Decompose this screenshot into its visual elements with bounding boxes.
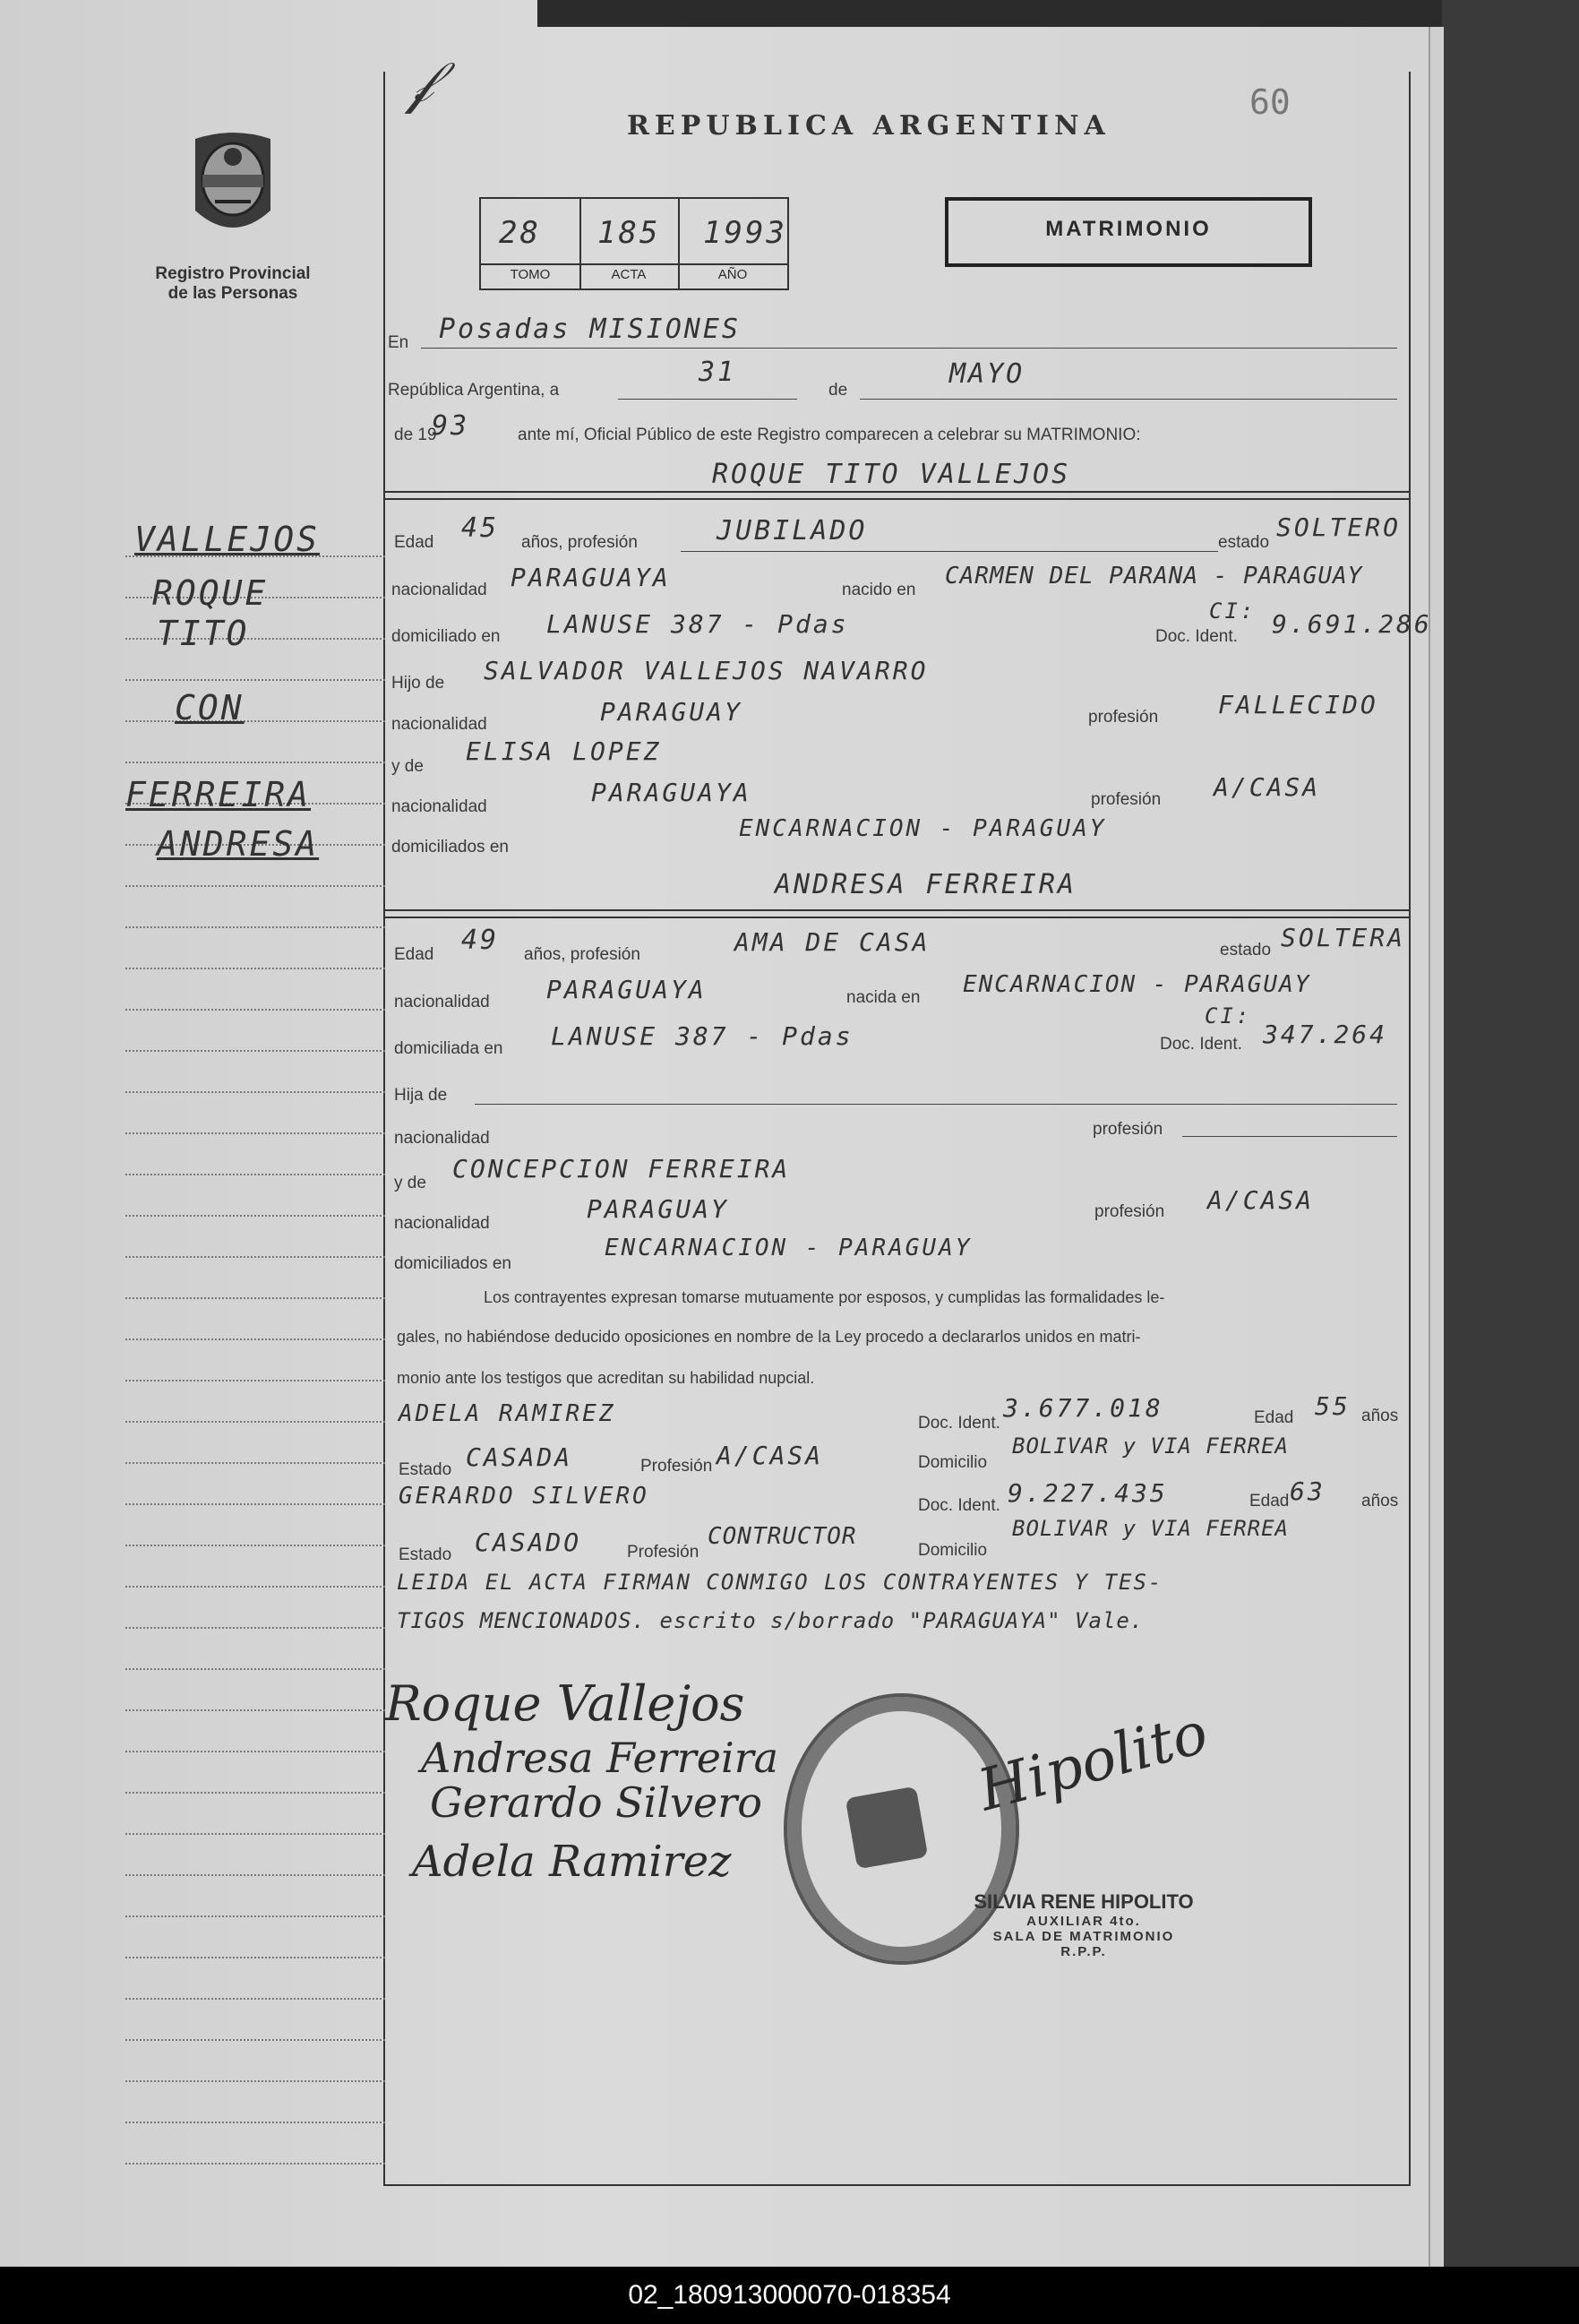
margin-rule-line — [125, 1091, 385, 1093]
bride-nacida: ENCARNACION - PARAGUAY — [963, 971, 1311, 998]
bride-madre: CONCEPCION FERREIRA — [452, 1154, 791, 1184]
bride-edad: 49 — [461, 925, 500, 956]
groom-dom-label: domiciliado en — [391, 627, 501, 646]
margin-rule-line — [125, 1874, 385, 1876]
groom-domicilio: LANUSE 387 - Pdas — [546, 609, 849, 639]
republica-label: República Argentina, a — [388, 381, 560, 400]
witness1-prof: A/CASA — [717, 1441, 824, 1470]
closing-line2: TIGOS MENCIONADOS. escrito s/borrado "PARAGUAYA" Vale. — [397, 1608, 1145, 1633]
witness1-prof-label: Profesión — [640, 1457, 713, 1476]
witness2-edad-label: Edad — [1249, 1492, 1290, 1511]
groom-nacido: CARMEN DEL PARANA - PARAGUAY — [945, 563, 1363, 590]
witness2-anos-label: años — [1361, 1492, 1399, 1511]
groom-doc: 9.691.286 — [1272, 609, 1432, 639]
margin-surname2: FERREIRA — [125, 775, 312, 814]
groom-doc-prefix: CI: — [1209, 598, 1257, 624]
en-value: Posadas MISIONES — [439, 314, 741, 345]
signature-bride: Andresa Ferreira — [421, 1734, 779, 1782]
witness1-anos-label: años — [1361, 1407, 1399, 1425]
margin-rule-line — [125, 1380, 385, 1381]
official-signature: Hipolito — [971, 1700, 1215, 1825]
margin-rule-line — [125, 1957, 385, 1958]
margin-rule-line — [125, 720, 385, 722]
margin-rule-line — [125, 1998, 385, 2000]
margin-rule-line — [125, 1545, 385, 1546]
margin-rule-line — [125, 1297, 385, 1299]
scan-background — [537, 0, 1442, 27]
signature-groom: Roque Vallejos — [385, 1675, 745, 1732]
margin-rule-line — [125, 1503, 385, 1505]
margin-rule-line — [125, 2080, 385, 2082]
doc-type-label: MATRIMONIO — [1045, 217, 1212, 241]
margin-rule-line — [125, 1668, 385, 1670]
bride-madre-prof: A/CASA — [1207, 1185, 1315, 1215]
bride-padre-prof-label: profesión — [1093, 1120, 1163, 1139]
groom-nac-label: nacionalidad — [391, 581, 487, 599]
margin-rule-line — [125, 1256, 385, 1258]
margin-rule-line — [125, 968, 385, 969]
month-value: MAYO — [949, 358, 1025, 390]
groom-yde-label: y de — [391, 757, 424, 776]
groom-doms-label: domiciliados en — [391, 838, 509, 856]
witness2-doc: 9.227.435 — [1008, 1478, 1168, 1508]
body-line1: Los contrayentes expresan tomarse mutuamente por esposos, y cumplidas las formalidades le- — [484, 1288, 1165, 1306]
bride-estado: SOLTERA — [1281, 923, 1406, 952]
groom-estado: SOLTERO — [1276, 512, 1402, 542]
margin-rule-line — [125, 926, 385, 928]
page-number: 60 — [1249, 82, 1291, 122]
margin-surname: VALLEJOS — [134, 520, 321, 559]
official-name: SILVIA RENE HIPOLITO — [974, 1890, 1194, 1913]
margin-rule-line — [125, 2122, 385, 2123]
bottom-frame — [383, 2184, 1410, 2186]
margin-rule-line — [125, 1462, 385, 1464]
margin-rule-line — [125, 1009, 385, 1011]
groom-nacido-label: nacido en — [842, 581, 916, 599]
closing-line1: LEIDA EL ACTA FIRMAN CONMIGO LOS CONTRAYENTES Y TES- — [397, 1570, 1163, 1595]
witness1-edad: 55 — [1315, 1391, 1351, 1421]
seal-center-mark — [845, 1786, 929, 1870]
witness1-name: ADELA RAMIREZ — [399, 1400, 616, 1427]
margin-con: CON — [175, 688, 245, 727]
margin-rule-line — [125, 1751, 385, 1752]
groom-padre-prof: FALLECIDO — [1218, 690, 1378, 719]
groom-madre-nac-label: nacionalidad — [391, 797, 487, 816]
bride-doms-label: domiciliados en — [394, 1254, 511, 1273]
witness2-edad: 63 — [1290, 1476, 1326, 1506]
bride-anos-prof-label: años, profesión — [524, 945, 640, 964]
witness1-doc-label: Doc. Ident. — [918, 1414, 1000, 1433]
bride-profesion: AMA DE CASA — [734, 927, 931, 957]
witness2-domic-label: Domicilio — [918, 1541, 988, 1560]
groom-madre: ELISA LOPEZ — [466, 736, 662, 766]
witness1-domic-label: Domicilio — [918, 1453, 988, 1472]
registry-name-line2: de las Personas — [167, 284, 298, 303]
margin-name3: ANDRESA — [157, 824, 320, 864]
bride-hija-label: Hija de — [394, 1086, 448, 1105]
right-frame — [1409, 72, 1411, 2186]
de-label: de — [828, 381, 848, 400]
bride-yde-label: y de — [394, 1174, 426, 1192]
country-title: REPUBLICA ARGENTINA — [627, 110, 1111, 142]
bride-domicilio: LANUSE 387 - Pdas — [551, 1021, 854, 1051]
year-prefix: de 19 — [394, 426, 437, 444]
groom-madre-prof-label: profesión — [1091, 790, 1162, 809]
margin-rule-line — [125, 1132, 385, 1134]
bride-padres-dom: ENCARNACION - PARAGUAY — [605, 1235, 973, 1261]
groom-padre-nac-label: nacionalidad — [391, 715, 487, 734]
margin-rule-line — [125, 1792, 385, 1794]
official-role1: AUXILIAR 4to. — [1026, 1914, 1141, 1929]
body-line3: monio ante los testigos que acreditan su habilidad nupcial. — [397, 1369, 815, 1387]
bride-madre-nac-label: nacionalidad — [394, 1214, 490, 1233]
bride-madre-prof-label: profesión — [1094, 1202, 1165, 1221]
groom-padre-nac: PARAGUAY — [600, 697, 742, 727]
bride-edad-label: Edad — [394, 945, 434, 964]
ano-label: AÑO — [717, 267, 748, 282]
body-line2: gales, no habiéndose deducido oposiciones en nombre de la Ley procedo a declararlos unidos en matri- — [397, 1328, 1141, 1346]
groom-hijo-label: Hijo de — [391, 674, 445, 693]
bride-doc-label: Doc. Ident. — [1160, 1035, 1242, 1054]
bride-padre-nac-label: nacionalidad — [394, 1129, 490, 1148]
groom-anos-prof-label: años, profesión — [521, 533, 638, 552]
margin-rule-line — [125, 1050, 385, 1052]
groom-edad: 45 — [461, 512, 500, 544]
margin-divider — [383, 72, 385, 2186]
bride-madre-nac: PARAGUAY — [587, 1194, 729, 1224]
bride-doc-prefix: CI: — [1205, 1003, 1252, 1029]
witness1-dom: BOLIVAR y VIA FERREA — [1012, 1433, 1289, 1459]
groom-heading-name: ROQUE TITO VALLEJOS — [712, 459, 1071, 490]
record-number-box — [479, 197, 789, 290]
page-edge — [1429, 27, 1444, 2267]
witness2-doc-label: Doc. Ident. — [918, 1496, 1000, 1515]
margin-rule-line — [125, 1627, 385, 1629]
year-value: 93 — [432, 410, 470, 442]
tomo-value: 28 — [499, 215, 541, 251]
bride-doc: 347.264 — [1263, 1020, 1388, 1049]
margin-rule-line — [125, 762, 385, 763]
tomo-label: TOMO — [510, 267, 551, 282]
bride-dom-label: domiciliada en — [394, 1039, 503, 1058]
groom-edad-label: Edad — [394, 533, 434, 552]
groom-padre: SALVADOR VALLEJOS NAVARRO — [484, 656, 929, 685]
margin-rule-line — [125, 1915, 385, 1917]
top-initials: 𝒻 — [408, 49, 433, 116]
groom-profesion: JUBILADO — [717, 515, 868, 547]
witness1-estado: CASADA — [466, 1442, 573, 1472]
ano-value: 1993 — [703, 215, 787, 251]
witness2-prof: CONTRUCTOR — [708, 1523, 857, 1550]
margin-rule-line — [125, 1338, 385, 1340]
oficial-text: ante mí, Oficial Público de este Registro comparecen a celebrar su MATRIMONIO: — [518, 426, 1141, 444]
margin-rule-line — [125, 1586, 385, 1588]
en-label: En — [388, 333, 409, 352]
witness2-name: GERARDO SILVERO — [399, 1483, 649, 1510]
witness2-dom: BOLIVAR y VIA FERREA — [1012, 1516, 1289, 1541]
bride-heading-name: ANDRESA FERREIRA — [775, 869, 1077, 900]
bride-nacionalidad: PARAGUAYA — [546, 975, 707, 1004]
groom-padres-dom: ENCARNACION - PARAGUAY — [739, 815, 1107, 842]
official-role3: R.P.P. — [1060, 1944, 1107, 1959]
bride-nac-label: nacionalidad — [394, 993, 490, 1011]
day-value: 31 — [699, 357, 737, 388]
margin-rule-line — [125, 885, 385, 887]
bride-estado-label: estado — [1220, 941, 1272, 960]
margin-name1: ROQUE — [152, 573, 269, 613]
margin-rule-line — [125, 2039, 385, 2041]
acta-label: ACTA — [611, 267, 647, 282]
signature-witness1: Adela Ramirez — [412, 1837, 732, 1887]
margin-rule-line — [125, 1421, 385, 1423]
margin-name2: TITO — [157, 614, 250, 653]
signature-witness2: Gerardo Silvero — [430, 1778, 762, 1827]
witness1-doc: 3.677.018 — [1003, 1393, 1163, 1423]
margin-rule-line — [125, 2163, 385, 2165]
margin-rule-line — [125, 1709, 385, 1711]
groom-padre-prof-label: profesión — [1088, 708, 1159, 727]
coat-of-arms-icon — [188, 130, 278, 245]
groom-estado-label: estado — [1218, 533, 1270, 552]
witness2-estado: CASADO — [475, 1528, 582, 1557]
groom-doc-label: Doc. Ident. — [1155, 627, 1238, 646]
bride-nacida-label: nacida en — [846, 988, 921, 1007]
margin-rule-line — [125, 1174, 385, 1175]
witness1-edad-label: Edad — [1254, 1408, 1294, 1427]
witness2-estado-label: Estado — [399, 1545, 452, 1564]
margin-rule-line — [125, 1833, 385, 1835]
witness2-prof-label: Profesión — [627, 1543, 699, 1562]
witness1-estado-label: Estado — [399, 1460, 452, 1479]
acta-value: 185 — [597, 215, 661, 251]
registry-name-line1: Registro Provincial — [155, 264, 311, 283]
groom-nacionalidad: PARAGUAYA — [511, 563, 671, 592]
margin-rule-line — [125, 1215, 385, 1217]
file-caption: 02_180913000070-018354 — [0, 2267, 1579, 2324]
margin-rule-line — [125, 679, 385, 681]
official-role2: SALA DE MATRIMONIO — [992, 1929, 1175, 1944]
groom-madre-prof: A/CASA — [1214, 772, 1321, 802]
groom-madre-nac: PARAGUAYA — [591, 778, 751, 807]
